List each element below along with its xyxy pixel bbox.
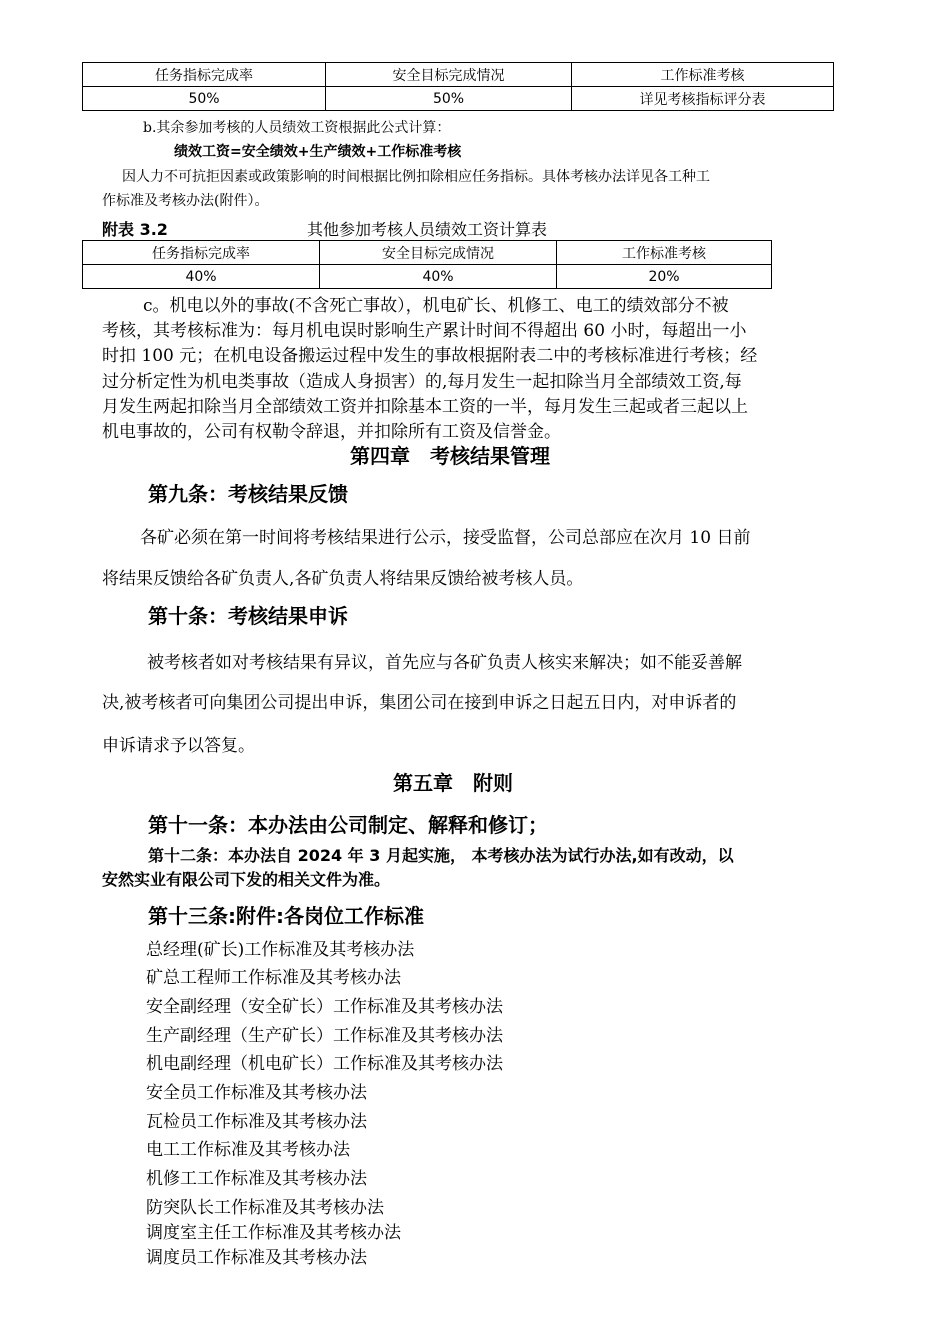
list-item: 安全员工作标准及其考核办法 <box>146 1083 367 1103</box>
table-header-cell: 安全目标完成情况 <box>320 241 557 265</box>
performance-table-1 <box>82 62 834 111</box>
table-2-label: 附表 3.2 <box>102 220 168 239</box>
article-11-heading: 第十一条：本办法由公司制定、解释和修订； <box>148 813 548 837</box>
para-b-intro: b.其余参加考核的人员绩效工资根据此公式计算： <box>143 120 451 136</box>
list-item: 电工工作标准及其考核办法 <box>146 1140 350 1160</box>
table-cell: 详见考核指标评分表 <box>572 87 834 111</box>
table-cell: 20% <box>557 265 772 289</box>
article-9-heading: 第九条：考核结果反馈 <box>148 482 348 506</box>
table-row <box>83 87 834 111</box>
list-item: 安全副经理（安全矿长）工作标准及其考核办法 <box>146 997 503 1017</box>
chapter-4-heading: 第四章 考核结果管理 <box>350 444 550 468</box>
article-10-line: 决,被考核者可向集团公司提出申诉，集团公司在接到申诉之日起五日内，对申诉者的 <box>102 693 737 713</box>
list-item: 防突队长工作标准及其考核办法 <box>146 1198 384 1218</box>
list-item: 矿总工程师工作标准及其考核办法 <box>146 968 401 988</box>
table-cell: 50% <box>83 87 326 111</box>
list-item: 调度员工作标准及其考核办法 <box>146 1248 367 1268</box>
para-c-line: 月发生两起扣除当月全部绩效工资并扣除基本工资的一半，每月发生三起或者三起以上 <box>102 397 748 417</box>
list-item: 总经理(矿长)工作标准及其考核办法 <box>146 940 415 960</box>
article-9-line: 将结果反馈给各矿负责人,各矿负责人将结果反馈给被考核人员。 <box>102 569 584 589</box>
table-header-cell: 任务指标完成率 <box>83 241 320 265</box>
article-12-line: 安然实业有限公司下发的相关文件为准。 <box>102 870 391 889</box>
list-item: 生产副经理（生产矿长）工作标准及其考核办法 <box>146 1026 503 1046</box>
performance-table-2 <box>82 240 772 289</box>
article-10-line: 申诉请求予以答复。 <box>102 736 255 756</box>
list-item: 调度室主任工作标准及其考核办法 <box>146 1223 401 1243</box>
para-c-line: 时扣 100 元；在机电设备搬运过程中发生的事故根据附表二中的考核标准进行考核；经 <box>102 346 758 366</box>
table-row <box>83 265 772 289</box>
list-item: 瓦检员工作标准及其考核办法 <box>146 1112 367 1132</box>
table-cell: 40% <box>320 265 557 289</box>
article-10-heading: 第十条：考核结果申诉 <box>148 604 348 628</box>
article-12-line: 第十二条：本办法自 2024 年 3 月起实施， 本考核办法为试行办法,如有改动，以 <box>148 846 734 865</box>
chapter-5-heading: 第五章 附则 <box>393 771 513 795</box>
article-10-line: 被考核者如对考核结果有异议，首先应与各矿负责人核实来解决；如不能妥善解 <box>147 653 742 673</box>
formula: 绩效工资=安全绩效+生产绩效+工作标准考核 <box>174 144 462 160</box>
table-2-title: 其他参加考核人员绩效工资计算表 <box>307 220 548 239</box>
list-item: 机电副经理（机电矿长）工作标准及其考核办法 <box>146 1054 503 1074</box>
list-item: 机修工工作标准及其考核办法 <box>146 1169 367 1189</box>
para-b-note-line: 因人力不可抗拒因素或政策影响的时间根据比例扣除相应任务指标。具体考核办法详见各工种工 <box>122 169 710 185</box>
para-c-line: c。机电以外的事故(不含死亡事故），机电矿长、机修工、电工的绩效部分不被 <box>143 296 729 316</box>
table-header-cell: 工作标准考核 <box>557 241 772 265</box>
para-c-line: 机电事故的，公司有权勒令辞退，并扣除所有工资及信誉金。 <box>102 422 561 442</box>
table-cell: 50% <box>326 87 572 111</box>
para-c-line: 考核，其考核标准为：每月机电误时影响生产累计时间不得超出 60 小时，每超出一小 <box>102 321 747 341</box>
table-header-cell: 任务指标完成率 <box>83 63 326 87</box>
table-header-cell: 工作标准考核 <box>572 63 834 87</box>
article-9-line: 各矿必须在第一时间将考核结果进行公示，接受监督，公司总部应在次月 10 日前 <box>140 528 751 548</box>
para-c-line: 过分析定性为机电类事故（造成人身损害）的,每月发生一起扣除当月全部绩效工资,每 <box>102 372 742 392</box>
table-header-row <box>83 241 772 265</box>
table-header-row <box>83 63 834 87</box>
table-header-cell: 安全目标完成情况 <box>326 63 572 87</box>
article-13-heading: 第十三条:附件:各岗位工作标准 <box>148 904 424 928</box>
para-b-note-line: 作标准及考核办法(附件）。 <box>102 193 269 209</box>
table-cell: 40% <box>83 265 320 289</box>
